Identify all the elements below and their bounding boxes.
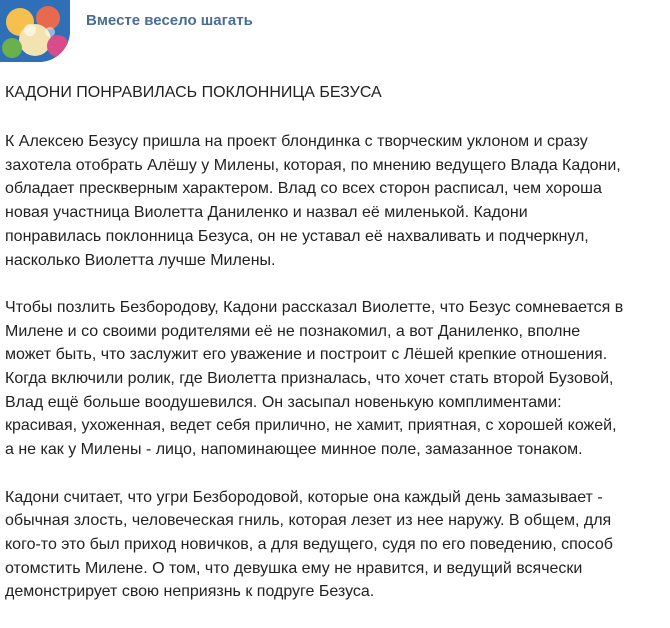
post-header bbox=[0, 0, 670, 70]
text-line: Кадони считает, что угри Безбородовой, которые она каждый день замазывает - bbox=[5, 488, 603, 506]
text-line: захотела отобрать Алёшу у Милены, которая, по мнению ведущего Влада Кадони, bbox=[5, 156, 621, 174]
post-paragraph bbox=[5, 296, 669, 462]
text-line: понравилась поклонница Безуса, он не уставал её нахваливать и подчеркнул, bbox=[5, 227, 589, 245]
post-title: КАДОНИ ПОНРАВИЛАСЬ ПОКЛОННИЦА БЕЗУСА bbox=[5, 84, 382, 101]
text-line: новая участница Виолетта Даниленко и назвал её миленькой. Кадони bbox=[5, 204, 528, 222]
group-name-link[interactable]: Вместе весело шагать bbox=[86, 12, 253, 29]
text-line: насколько Виолетта лучше Милены. bbox=[5, 251, 276, 269]
text-line: Влад ещё больше воодушевился. Он засыпал новенькую комплиментами: bbox=[5, 393, 562, 411]
text-line: обычная злость, человеческая гниль, которая лезет из нее наружу. В общем, для bbox=[5, 512, 612, 530]
post-paragraph bbox=[5, 130, 669, 272]
text-line: Чтобы позлить Безбородову, Кадони рассказал Виолетте, что Безус сомневается в bbox=[5, 298, 624, 316]
text-line: красивая, ухоженная, ведет себя прилично, не хамит, приятная, с хорошей кожей, bbox=[5, 417, 617, 435]
post-body bbox=[5, 130, 669, 628]
text-line: кого-то это был приход новичков, а для ведущего, судя по его поведению, способ bbox=[5, 535, 613, 553]
text-line: может быть, что заслужит его уважение и построит с Лёшей крепкие отношения. bbox=[5, 346, 608, 364]
text-line: Когда включили ролик, где Виолетта призналась, что хочет стать второй Бузовой, bbox=[5, 370, 614, 388]
post-paragraph bbox=[5, 486, 669, 605]
group-avatar[interactable] bbox=[0, 0, 70, 62]
text-line: К Алексею Безусу пришла на проект блондинка с творческим уклоном и сразу bbox=[5, 133, 588, 150]
group-avatar-image bbox=[0, 0, 70, 62]
text-line: демонстрирует свою неприязнь к подруге Безуса. bbox=[5, 583, 375, 601]
text-line: Милене и со своими родителями её не познакомил, а вот Даниленко, вполне bbox=[5, 322, 581, 340]
text-line: обладает прескверным характером. Влад со всех сторон расписал, чем хороша bbox=[5, 180, 602, 198]
text-line: а не как у Милены - лицо, напоминающее минное поле, замазанное тонаком. bbox=[5, 441, 583, 459]
text-line: отомстить Милене. О том, что девушка ему не нравится, и ведущий всячески bbox=[5, 559, 583, 577]
